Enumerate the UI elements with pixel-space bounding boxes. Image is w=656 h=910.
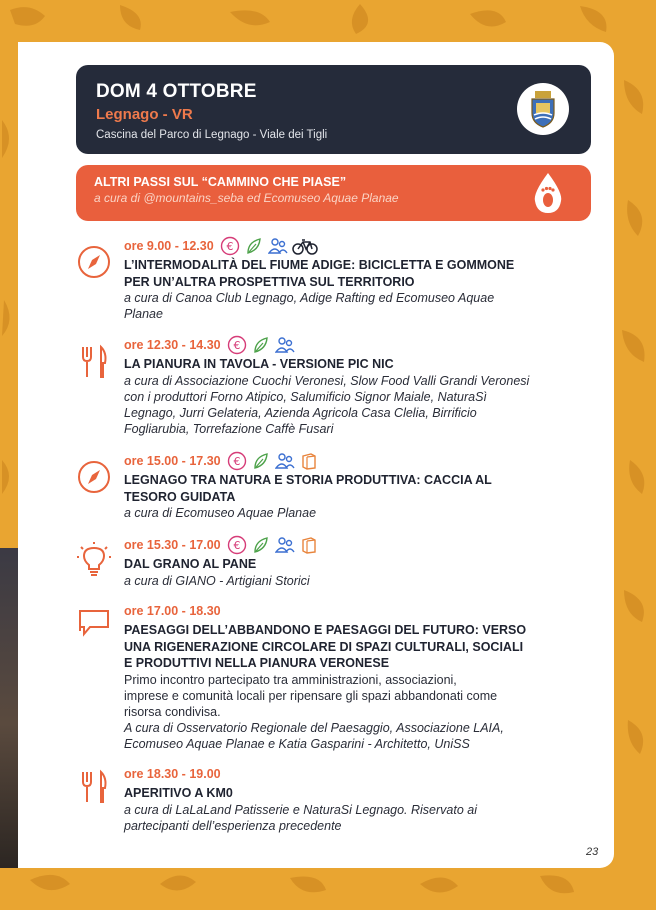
euro-icon — [227, 335, 247, 355]
event-organizers: a cura di Associazione Cuochi Veronesi, Slow Food Valli Grandi Veronesi con i produttori Forno Atipico, Salumificio Signor Maiale, NaturaSì Legnago, Jurri Gelateria, Azienda Agricola Casa Clelia, Birrificio Fogliarubia, Torrefazione Caffè Fusari — [124, 373, 530, 436]
fork-knife-icon — [76, 343, 112, 379]
people-icon — [275, 451, 295, 471]
event-title: DAL GRANO AL PANE — [124, 557, 257, 571]
event-date: DOM 4 OTTOBRE — [96, 81, 257, 102]
leaf-pen-icon — [251, 451, 271, 471]
compass-icon — [76, 244, 112, 280]
side-photo — [0, 548, 18, 868]
speech-bubble-icon — [76, 605, 112, 641]
event-organizers: A cura di Osservatorio Regionale del Paesaggio, Associazione LAIA, Ecomuseo Aquae Planae e Katia Gasparini - Architetto, UniSS — [124, 720, 504, 751]
banner-title: ALTRI PASSI SUL “CAMMINO CHE PIASE” — [94, 175, 347, 189]
lightbulb-icon — [76, 541, 112, 577]
event-title: L’INTERMODALITÀ DEL FIUME ADIGE: BICICLETTA E GOMMONE PER UN’ALTRA PROSPETTIVA SUL TERRITORIO — [124, 258, 515, 289]
bag-icon — [299, 535, 319, 555]
event-time: ore 15.00 - 17.30 — [124, 454, 221, 468]
event-description: Primo incontro partecipato tra amministrazioni, associazioni, imprese e comunità locali per ripensare gli spazi abbandonati come risorsa condivisa. — [124, 672, 498, 719]
bag-icon — [299, 451, 319, 471]
event-organizers: a cura di GIANO - Artigiani Storici — [124, 573, 310, 588]
footprint-drop-icon — [531, 171, 565, 215]
svg-text:€: € — [233, 455, 241, 468]
event-time: ore 15.30 - 17.00 — [124, 538, 221, 552]
people-icon — [275, 535, 295, 555]
event-venue: Cascina del Parco di Legnago - Viale dei Tigli — [96, 129, 328, 141]
event-badges — [220, 236, 318, 256]
event-organizers: a cura di Ecomuseo Aquae Planae — [124, 506, 317, 520]
event-header — [76, 65, 591, 154]
euro-icon — [227, 535, 247, 555]
people-icon — [268, 236, 288, 256]
event-city: Legnago - VR — [96, 106, 193, 123]
people-icon — [275, 335, 295, 355]
event-badges — [227, 535, 319, 555]
event-badges — [227, 335, 295, 355]
event-title: LEGNAGO TRA NATURA E STORIA PRODUTTIVA: CACCIA AL TESORO GUIDATA — [124, 473, 492, 504]
page-number: 23 — [586, 846, 599, 858]
svg-text:€: € — [233, 339, 241, 352]
svg-text:€: € — [226, 240, 234, 253]
banner-subtitle: a cura di @mountains_seba ed Ecomuseo Aquae Planae — [94, 191, 399, 205]
leaf-pen-icon — [244, 236, 264, 256]
event-title: PAESAGGI DELL’ABBANDONO E PAESAGGI DEL FUTURO: VERSO UNA RIGENERAZIONE CIRCOLARE DI SPAZI CULTURALI, SOCIALI E PRODUTTIVI NELLA PIANURA VERONESE — [124, 623, 527, 670]
event-time: ore 12.30 - 14.30 — [124, 338, 221, 352]
fork-knife-icon — [76, 768, 112, 804]
euro-icon — [227, 451, 247, 471]
leaf-pen-icon — [251, 535, 271, 555]
euro-icon — [220, 236, 240, 256]
cammino-banner — [76, 165, 591, 221]
leaf-pen-icon — [251, 335, 271, 355]
compass-icon — [76, 459, 112, 495]
event-time: ore 17.00 - 18.30 — [124, 604, 221, 618]
event-organizers: a cura di LaLaLand Patisserie e NaturaSi Legnago. Riservato ai partecipanti dell’esperienza precedente — [124, 802, 477, 833]
event-time: ore 18.30 - 19.00 — [124, 767, 221, 781]
svg-text:€: € — [233, 539, 241, 552]
event-title: APERITIVO A KM0 — [124, 786, 233, 800]
event-organizers: a cura di Canoa Club Legnago, Adige Rafting ed Ecomuseo Aquae Planae — [124, 291, 495, 321]
municipal-crest-icon — [517, 83, 569, 135]
event-time: ore 9.00 - 12.30 — [124, 239, 214, 253]
event-badges — [227, 451, 319, 471]
event-title: LA PIANURA IN TAVOLA - VERSIONE PIC NIC — [124, 357, 394, 371]
bicycle-icon — [292, 236, 318, 256]
